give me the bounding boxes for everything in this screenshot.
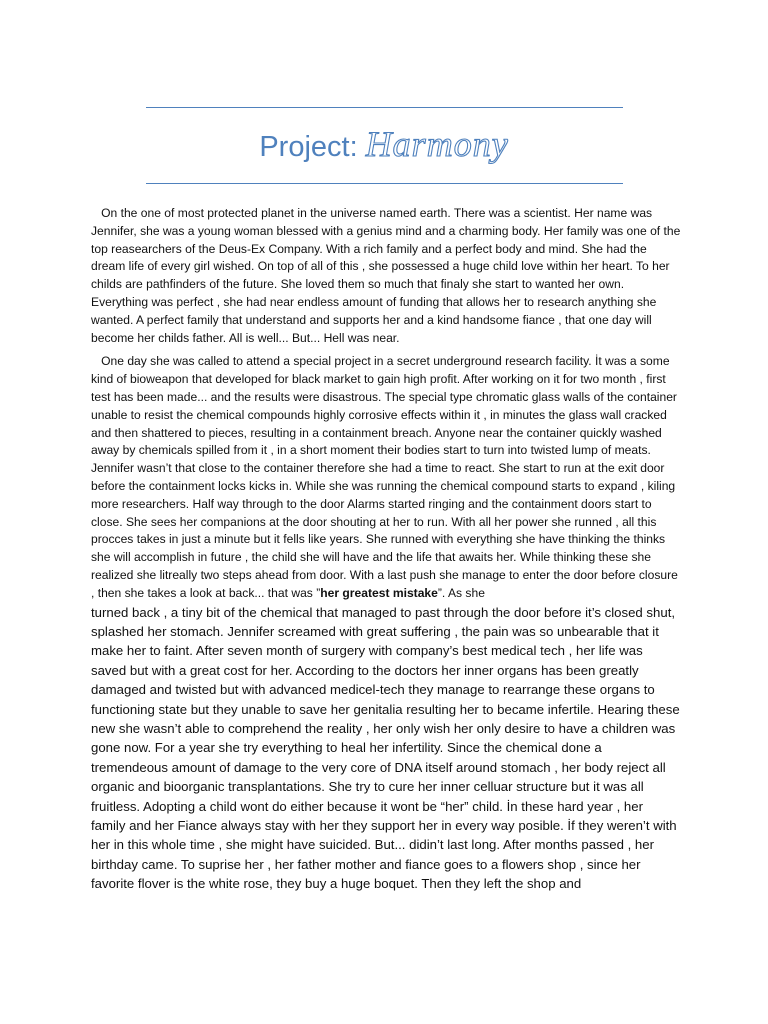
document-title [0,122,768,169]
title-name: Harmony [365,124,509,164]
emphasis-text: her greatest mistake [320,585,438,600]
emphasis-close-text: ”. As she [437,585,485,600]
title-bottom-rule [146,183,623,184]
title-prefix: Project: [259,131,366,163]
paragraph-1-text: On the one of most protected planet in the universe named earth. There was a scientist. Her name was Jennifer, she was a young woman blessed with a genius mind and a charming body. Her family was one of the top reasearchers of the Deus-Ex Company. With a rich family and a perfect body and mind. She had the dream life of every girl wished. On top of all of this , she possessed a huge child love within her heart. To her childs are pathfinders of the future. She loved them so much that finaly she start to wanted her own. Everything was perfect , she had near endless amount of funding that allows her to research anything she wanted. A perfect family that understand and supports her and a kind handsome fiance , that one day will become her childs father. All is well... But... Hell was near. [91,206,681,345]
paragraph-2 [91,353,681,602]
paragraph-2-text: One day she was called to attend a special project in a secret underground research facility. İt was a some kind of bioweapon that developed for black market to gain high profit. After working on it for two month , first test has been made... and the results were disastrous. The special type chromatic glass walls of the container unable to resist the chemical compounds highly corrosive effects within it , in minutes the glass wall cracked and then shattered to pieces, resulting in a containment breach. Anyone near the container quickly washed away by chemicals spilled from it , in a short moment their bodies start to turn into twisted lump of meats. Jennifer wasn’t that close to the container therefore she had a time to react. She start to run at the exit door before the containment locks kicks in. While she was running the chemical compound starts to expand , kiling more researchers. Half way through to the door Alarms started ringing and the containment doors start to close. She sees her companions at the door shouting at her to run. With all her power she runned , all this procces takes in just a minute but it fells like years. She runned with everything she have thinking the thinks she will accomplish in future , the child she will have and the life that awaits her. While thinking these she realized she litreally two steps ahead from door. With a last push she manage to enter the door before closure , then she takes a look at back... that was ” [91,354,678,600]
paragraph-1 [91,205,681,347]
paragraph-3: turned back , a tiny bit of the chemical that managed to past through the door before it’s closed shut, splashed her stomach. Jennifer screamed with great suffering , the pain was so unbearable that it make her to faint. After seven month of surgery with company’s best medical tech , her life was saved but with a great cost for her. According to the doctors her inner organs has been greatly damaged and twisted but with advanced medicel-tech they manage to rearrange these organs to functioning state but they unable to save her genitalia resulting her to became infertile. Hearing these new she wasn’t able to comprehend the reality , her only wish her only desire to have a children was gone now. For a year she try everything to heal her infertility. Since the chemical done a tremendeous amount of damage to the very core of DNA itself around stomach , her body reject all organic and bioorganic transplantations. She try to cure her inner celluar structure but it was all fruitless. Adopting a child wont do either because it wont be “her” child. İn these hard year , her family and her Fiance always stay with her they support her in every way posible. İf they weren’t with her in this whole time , she might have suicided. But... didin’t last long. After months passed , her birthday came. To suprise her , her father mother and fiance goes to a flowers shop , since her favorite flover is the white rose, they buy a huge boquet. Then they left the shop and [91,604,680,892]
title-top-rule [146,107,623,108]
document-body [91,205,681,894]
